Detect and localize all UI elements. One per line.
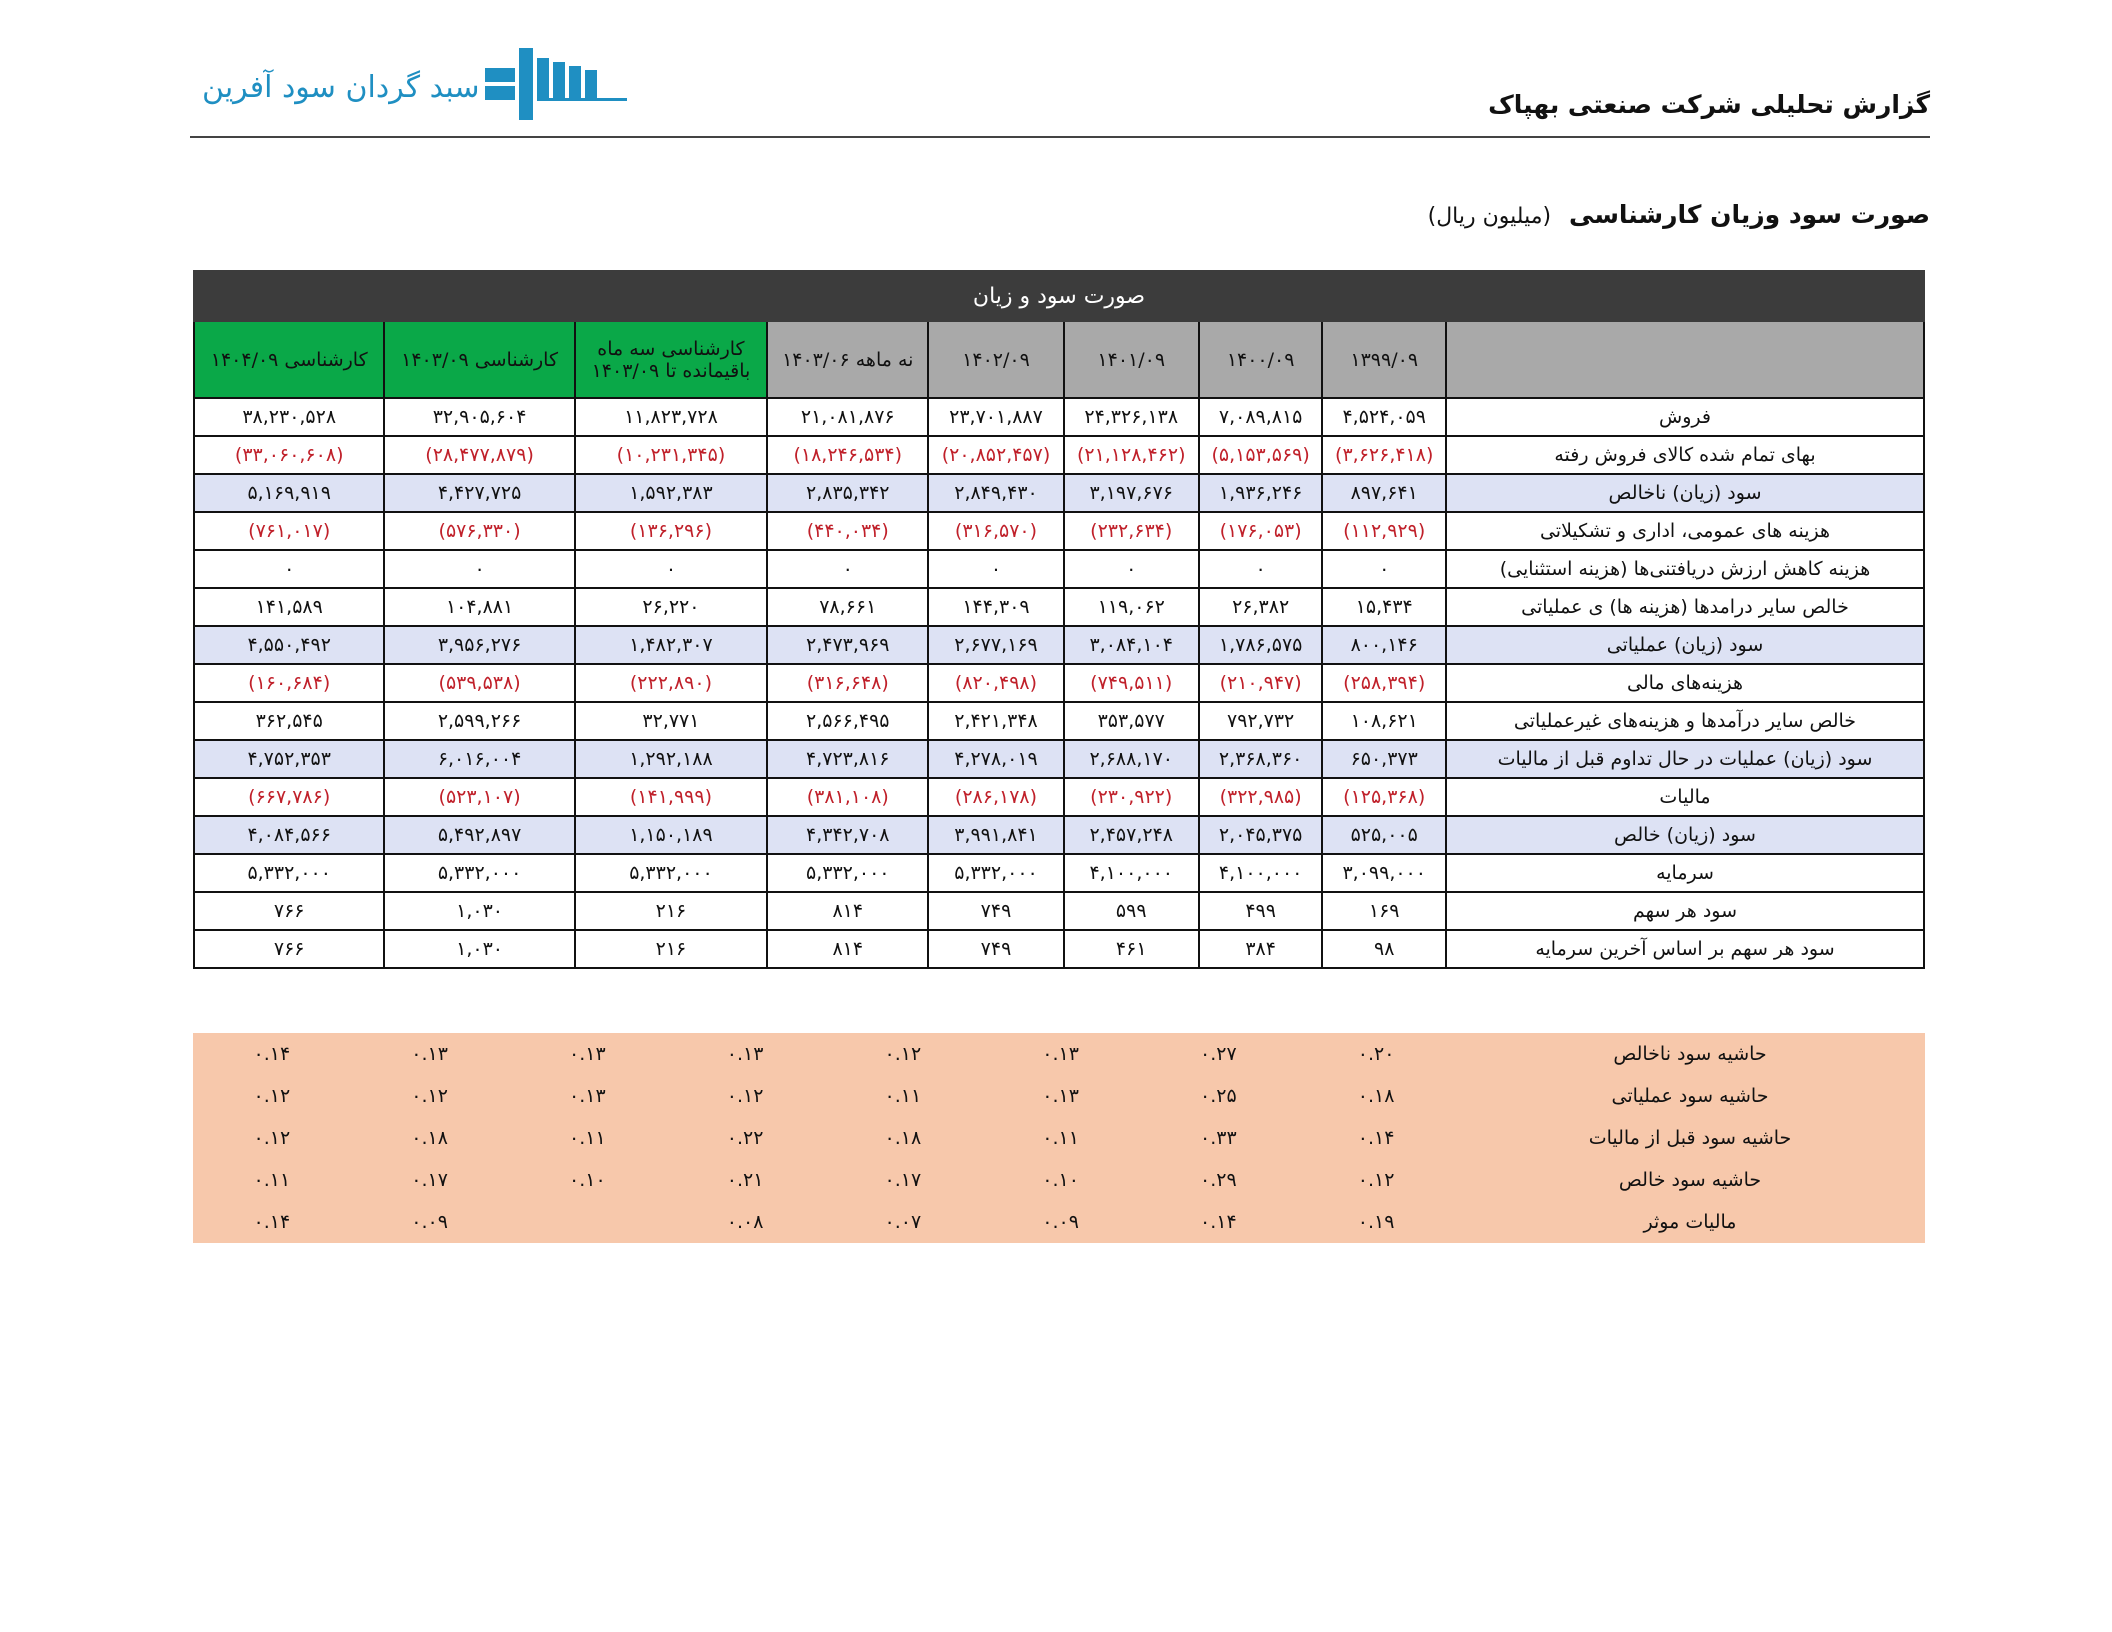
row-label: فروش <box>1446 398 1924 436</box>
table-cell: ۴۶۱ <box>1064 930 1199 968</box>
ratio-cell: ۰.۱۴ <box>193 1201 351 1243</box>
table-cell: ۳۲,۷۷۱ <box>575 702 767 740</box>
table-cell: (۱۸,۲۴۶,۵۳۴) <box>767 436 928 474</box>
table-row <box>194 892 1924 930</box>
table-cell: ۴,۴۲۷,۷۲۵ <box>384 474 574 512</box>
table-cell: ۶۵۰,۳۷۳ <box>1322 740 1446 778</box>
table-cell: ۲,۶۷۷,۱۶۹ <box>928 626 1063 664</box>
table-cell: (۲۸۶,۱۷۸) <box>928 778 1063 816</box>
row-label: سود هر سهم <box>1446 892 1924 930</box>
table-cell: ۵,۴۹۲,۸۹۷ <box>384 816 574 854</box>
column-header <box>575 321 767 398</box>
brand <box>190 44 630 124</box>
table-cell: ۰ <box>1322 550 1446 588</box>
ratio-cell: ۰.۰۷ <box>824 1201 982 1243</box>
table-cell: (۳۱۶,۶۴۸) <box>767 664 928 702</box>
column-header-label: ۱۴۰۲/۰۹ <box>962 348 1030 371</box>
table-row <box>194 512 1924 550</box>
table-cell: ۴,۷۵۲,۳۵۳ <box>194 740 384 778</box>
table-cell: ۱,۲۹۲,۱۸۸ <box>575 740 767 778</box>
table-cell: ۸۱۴ <box>767 892 928 930</box>
table-cell: ۴۹۹ <box>1199 892 1323 930</box>
row-label: خالص سایر درآمدها و هزینه‌های غیرعملیاتی <box>1446 702 1924 740</box>
row-label: بهای تمام شده کالای فروش رفته <box>1446 436 1924 474</box>
row-label: سود هر سهم بر اساس آخرین سرمایه <box>1446 930 1924 968</box>
table-cell: ۹۸ <box>1322 930 1446 968</box>
table-cell: ۵,۳۳۲,۰۰۰ <box>767 854 928 892</box>
ratio-cell: ۰.۱۲ <box>351 1075 509 1117</box>
table-cell: ۵,۳۳۲,۰۰۰ <box>575 854 767 892</box>
row-label: هزینه های عمومی، اداری و تشکیلاتی <box>1446 512 1924 550</box>
ratio-cell: ۰.۱۲ <box>824 1033 982 1075</box>
table-cell: ۱,۰۳۰ <box>384 930 574 968</box>
table-cell: (۲۲۲,۸۹۰) <box>575 664 767 702</box>
row-label: مالیات <box>1446 778 1924 816</box>
table-cell: ۰ <box>575 550 767 588</box>
table-cell: (۵,۱۵۳,۵۶۹) <box>1199 436 1323 474</box>
table-cell: (۲۱,۱۲۸,۴۶۲) <box>1064 436 1199 474</box>
table-cell: ۴,۱۰۰,۰۰۰ <box>1199 854 1323 892</box>
table-row <box>194 626 1924 664</box>
ratio-cell: ۰.۲۵ <box>1140 1075 1298 1117</box>
table-cell: ۵۲۵,۰۰۵ <box>1322 816 1446 854</box>
ratio-cell: ۰.۱۴ <box>1140 1201 1298 1243</box>
table-cell: ۱۰۸,۶۲۱ <box>1322 702 1446 740</box>
row-label: هزینه کاهش ارزش دریافتنی‌ها (هزینه استثنایی) <box>1446 550 1924 588</box>
table-cell: (۳,۶۲۶,۴۱۸) <box>1322 436 1446 474</box>
table-row <box>194 854 1924 892</box>
table-cell: ۳۶۲,۵۴۵ <box>194 702 384 740</box>
table-cell: ۴,۳۴۲,۷۰۸ <box>767 816 928 854</box>
section-title-main: صورت سود وزیان کارشناسی <box>1569 200 1930 229</box>
table-cell: ۱۰۴,۸۸۱ <box>384 588 574 626</box>
ratio-row <box>193 1075 1925 1117</box>
ratio-cell: ۰.۲۷ <box>1140 1033 1298 1075</box>
column-header-label: ۱۴۰۱/۰۹ <box>1097 348 1166 371</box>
row-label: هزینه‌های مالی <box>1446 664 1924 702</box>
table-cell: (۲۳۲,۶۳۴) <box>1064 512 1199 550</box>
table-cell: ۲۱۶ <box>575 930 767 968</box>
ratio-cell: ۰.۱۸ <box>824 1117 982 1159</box>
table-cell: (۵۷۶,۳۳۰) <box>384 512 574 550</box>
table-cell: (۲۵۸,۳۹۴) <box>1322 664 1446 702</box>
table-cell: ۰ <box>1064 550 1199 588</box>
table-cell: (۲۳۰,۹۲۲) <box>1064 778 1199 816</box>
table-row <box>194 778 1924 816</box>
income-statement-table <box>193 270 1925 969</box>
table-row <box>194 702 1924 740</box>
column-header <box>1064 321 1199 398</box>
ratio-cell: ۰.۱۰ <box>982 1159 1140 1201</box>
table-cell: (۱۳۶,۲۹۶) <box>575 512 767 550</box>
table-cell: ۴,۰۸۴,۵۶۶ <box>194 816 384 854</box>
ratios-body <box>193 1033 1925 1243</box>
column-header-label: کارشناسی سه ماه <box>597 337 745 360</box>
table-cell: ۳۸۴ <box>1199 930 1323 968</box>
table-cell: (۷۶۱,۰۱۷) <box>194 512 384 550</box>
table-cell: (۱۱۲,۹۲۹) <box>1322 512 1446 550</box>
section-title <box>1428 200 1930 229</box>
column-header-label: کارشناسی ۱۴۰۴/۰۹ <box>210 348 368 371</box>
table-cell: ۲۱۶ <box>575 892 767 930</box>
table-cell: ۳,۹۵۶,۲۷۶ <box>384 626 574 664</box>
column-header <box>194 321 384 398</box>
table-cell: (۲۰,۸۵۲,۴۵۷) <box>928 436 1063 474</box>
table-cell: ۴,۷۲۳,۸۱۶ <box>767 740 928 778</box>
table-cell: (۷۴۹,۵۱۱) <box>1064 664 1199 702</box>
column-header-label-line2: باقیمانده تا ۱۴۰۳/۰۹ <box>591 359 751 382</box>
table-cell: ۲,۴۵۷,۲۴۸ <box>1064 816 1199 854</box>
table-cell: ۳,۰۸۴,۱۰۴ <box>1064 626 1199 664</box>
ratio-cell: ۰.۱۳ <box>982 1075 1140 1117</box>
table-cell: ۵,۳۳۲,۰۰۰ <box>194 854 384 892</box>
table-cell: ۲,۶۸۸,۱۷۰ <box>1064 740 1199 778</box>
table-cell: ۳,۰۹۹,۰۰۰ <box>1322 854 1446 892</box>
table-cell: ۷۴۹ <box>928 930 1063 968</box>
table-cell: ۰ <box>928 550 1063 588</box>
ratio-cell: ۰.۳۳ <box>1140 1117 1298 1159</box>
table-row <box>194 550 1924 588</box>
ratio-cell: ۰.۱۱ <box>193 1159 351 1201</box>
ratio-label: مالیات موثر <box>1455 1201 1925 1243</box>
ratio-cell: ۰.۱۲ <box>1297 1159 1455 1201</box>
row-label: سود (زیان) عملیات در حال تداوم قبل از مالیات <box>1446 740 1924 778</box>
table-cell: (۴۴۰,۰۳۴) <box>767 512 928 550</box>
row-label: سود (زیان) ناخالص <box>1446 474 1924 512</box>
column-header-label: نه ماهه ۱۴۰۳/۰۶ <box>782 348 914 371</box>
table-cell: ۲,۳۶۸,۳۶۰ <box>1199 740 1323 778</box>
table-cell: ۰ <box>384 550 574 588</box>
table-cell: ۳۲,۹۰۵,۶۰۴ <box>384 398 574 436</box>
table-cell: ۸۰۰,۱۴۶ <box>1322 626 1446 664</box>
ratio-cell: ۰.۲۹ <box>1140 1159 1298 1201</box>
column-header <box>928 321 1063 398</box>
column-header <box>767 321 928 398</box>
table-row <box>194 930 1924 968</box>
ratio-cell: ۰.۱۴ <box>1297 1117 1455 1159</box>
ratio-cell: ۰.۱۳ <box>351 1033 509 1075</box>
table-cell: ۱,۹۳۶,۲۴۶ <box>1199 474 1323 512</box>
table-row <box>194 740 1924 778</box>
ratio-row <box>193 1117 1925 1159</box>
table-row <box>194 398 1924 436</box>
table-cell: ۵۹۹ <box>1064 892 1199 930</box>
header-label-cell <box>1446 321 1924 398</box>
table-cell: ۱۴۴,۳۰۹ <box>928 588 1063 626</box>
table-row <box>194 816 1924 854</box>
ratio-cell: ۰.۲۱ <box>666 1159 824 1201</box>
ratio-cell: ۰.۰۹ <box>351 1201 509 1243</box>
ratio-cell: ۰.۱۳ <box>982 1033 1140 1075</box>
table-cell: ۲,۸۴۹,۴۳۰ <box>928 474 1063 512</box>
income-statement-body <box>194 398 1924 968</box>
ratio-cell: ۰.۱۲ <box>666 1075 824 1117</box>
ratio-label: حاشیه سود قبل از مالیات <box>1455 1117 1925 1159</box>
table-cell: (۳۲۲,۹۸۵) <box>1199 778 1323 816</box>
table-cell: ۸۹۷,۶۴۱ <box>1322 474 1446 512</box>
table-cell: ۲,۴۷۳,۹۶۹ <box>767 626 928 664</box>
table-cell: ۳۸,۲۳۰,۵۲۸ <box>194 398 384 436</box>
table-row <box>194 474 1924 512</box>
column-header-label: ۱۳۹۹/۰۹ <box>1350 348 1419 371</box>
table-cell: ۶,۰۱۶,۰۰۴ <box>384 740 574 778</box>
table-cell: ۲,۵۶۶,۴۹۵ <box>767 702 928 740</box>
report-title: گزارش تحلیلی شرکت صنعتی بهپاک <box>1488 90 1930 119</box>
row-label: سود (زیان) خالص <box>1446 816 1924 854</box>
column-header <box>384 321 574 398</box>
table-cell: ۲۶,۳۸۲ <box>1199 588 1323 626</box>
ratio-cell: ۰.۱۷ <box>824 1159 982 1201</box>
section-title-unit: (میلیون ریال) <box>1427 204 1552 229</box>
ratio-cell: ۰.۱۳ <box>666 1033 824 1075</box>
table-cell: ۱,۴۸۲,۳۰۷ <box>575 626 767 664</box>
ratio-row <box>193 1201 1925 1243</box>
table-cell: ۲,۸۳۵,۳۴۲ <box>767 474 928 512</box>
table-cell: ۱۶۹ <box>1322 892 1446 930</box>
table-cell: ۷۹۲,۷۳۲ <box>1199 702 1323 740</box>
table-cell: (۲۸,۴۷۷,۸۷۹) <box>384 436 574 474</box>
table-cell: ۲,۵۹۹,۲۶۶ <box>384 702 574 740</box>
row-label: خالص سایر درامدها (هزینه ها) ی عملیاتی <box>1446 588 1924 626</box>
table-cell: ۴,۱۰۰,۰۰۰ <box>1064 854 1199 892</box>
table-cell: ۷۶۶ <box>194 930 384 968</box>
table-cell: (۳۱۶,۵۷۰) <box>928 512 1063 550</box>
table-cell: ۱,۰۳۰ <box>384 892 574 930</box>
table-cell: ۵,۳۳۲,۰۰۰ <box>928 854 1063 892</box>
table-cell: ۷۶۶ <box>194 892 384 930</box>
table-title: صورت سود و زیان <box>194 271 1924 321</box>
ratio-cell: ۰.۱۷ <box>351 1159 509 1201</box>
ratio-label: حاشیه سود ناخالص <box>1455 1033 1925 1075</box>
ratio-cell: ۰.۱۹ <box>1297 1201 1455 1243</box>
table-cell: ۰ <box>767 550 928 588</box>
table-cell: ۴,۵۲۴,۰۵۹ <box>1322 398 1446 436</box>
row-label: سود (زیان) عملیاتی <box>1446 626 1924 664</box>
ratio-label: حاشیه سود خالص <box>1455 1159 1925 1201</box>
table-cell: ۱۱۹,۰۶۲ <box>1064 588 1199 626</box>
ratio-cell: ۰.۱۸ <box>351 1117 509 1159</box>
table-cell: ۱,۷۸۶,۵۷۵ <box>1199 626 1323 664</box>
table-cell: ۱۴۱,۵۸۹ <box>194 588 384 626</box>
table-cell: (۱۴۱,۹۹۹) <box>575 778 767 816</box>
ratio-cell: ۰.۱۱ <box>509 1117 667 1159</box>
ratio-cell: ۰.۱۲ <box>193 1117 351 1159</box>
table-row <box>194 664 1924 702</box>
table-cell: ۰ <box>1199 550 1323 588</box>
table-cell: ۴,۵۵۰,۴۹۲ <box>194 626 384 664</box>
table-cell: (۱۶۰,۶۸۴) <box>194 664 384 702</box>
table-cell: ۱,۵۹۲,۳۸۳ <box>575 474 767 512</box>
table-cell: ۷۴۹ <box>928 892 1063 930</box>
row-label: سرمایه <box>1446 854 1924 892</box>
ratio-cell: ۰.۱۲ <box>193 1075 351 1117</box>
table-cell: ۱۱,۸۲۳,۷۲۸ <box>575 398 767 436</box>
table-cell: ۱,۱۵۰,۱۸۹ <box>575 816 767 854</box>
table-cell: ۵,۳۳۲,۰۰۰ <box>384 854 574 892</box>
ratio-cell: ۰.۰۸ <box>666 1201 824 1243</box>
table-cell: ۴,۲۷۸,۰۱۹ <box>928 740 1063 778</box>
table-cell: ۲۶,۲۲۰ <box>575 588 767 626</box>
brand-name: سبد گردان سود آفرین <box>202 70 480 105</box>
table-cell: ۸۱۴ <box>767 930 928 968</box>
table-cell: ۲,۴۲۱,۳۴۸ <box>928 702 1063 740</box>
column-header <box>1322 321 1446 398</box>
table-cell: (۳۸۱,۱۰۸) <box>767 778 928 816</box>
table-cell: (۲۱۰,۹۴۷) <box>1199 664 1323 702</box>
table-cell: (۶۶۷,۷۸۶) <box>194 778 384 816</box>
ratio-label: حاشیه سود عملیاتی <box>1455 1075 1925 1117</box>
ratio-cell: ۰.۰۹ <box>982 1201 1140 1243</box>
column-header-label: کارشناسی ۱۴۰۳/۰۹ <box>401 348 559 371</box>
table-cell: (۳۳,۰۶۰,۶۰۸) <box>194 436 384 474</box>
table-cell: ۳,۹۹۱,۸۴۱ <box>928 816 1063 854</box>
table-cell: ۳,۱۹۷,۶۷۶ <box>1064 474 1199 512</box>
ratio-cell: ۰.۱۳ <box>509 1033 667 1075</box>
table-row <box>194 436 1924 474</box>
ratio-cell: ۰.۱۱ <box>824 1075 982 1117</box>
ratio-cell: ۰.۲۲ <box>666 1117 824 1159</box>
table-cell: (۱۷۶,۰۵۳) <box>1199 512 1323 550</box>
building-columns-logo <box>485 48 630 120</box>
page-header <box>190 40 1930 138</box>
table-cell: (۱۰,۲۳۱,۳۴۵) <box>575 436 767 474</box>
table-cell: ۰ <box>194 550 384 588</box>
table-cell: ۲,۰۴۵,۳۷۵ <box>1199 816 1323 854</box>
table-cell: ۲۱,۰۸۱,۸۷۶ <box>767 398 928 436</box>
ratio-cell: ۰.۱۸ <box>1297 1075 1455 1117</box>
ratio-cell: ۰.۱۱ <box>982 1117 1140 1159</box>
table-cell: ۳۵۳,۵۷۷ <box>1064 702 1199 740</box>
column-header <box>1199 321 1323 398</box>
column-header-label: ۱۴۰۰/۰۹ <box>1226 348 1295 371</box>
table-cell: ۲۴,۳۲۶,۱۳۸ <box>1064 398 1199 436</box>
table-cell: ۷,۰۸۹,۸۱۵ <box>1199 398 1323 436</box>
ratio-cell: ۰.۱۰ <box>509 1159 667 1201</box>
ratio-cell: ۰.۱۴ <box>193 1033 351 1075</box>
ratio-row <box>193 1033 1925 1075</box>
table-cell: ۲۳,۷۰۱,۸۸۷ <box>928 398 1063 436</box>
ratio-cell <box>509 1201 667 1243</box>
ratio-row <box>193 1159 1925 1201</box>
table-cell: (۵۲۳,۱۰۷) <box>384 778 574 816</box>
table-cell: (۵۳۹,۵۳۸) <box>384 664 574 702</box>
table-cell: (۸۲۰,۴۹۸) <box>928 664 1063 702</box>
ratio-cell: ۰.۱۳ <box>509 1075 667 1117</box>
table-cell: ۷۸,۶۶۱ <box>767 588 928 626</box>
ratio-cell: ۰.۲۰ <box>1297 1033 1455 1075</box>
table-cell: ۵,۱۶۹,۹۱۹ <box>194 474 384 512</box>
table-row <box>194 588 1924 626</box>
ratios-table <box>193 1033 1925 1243</box>
table-header-row <box>194 321 1924 398</box>
table-cell: (۱۲۵,۳۶۸) <box>1322 778 1446 816</box>
table-cell: ۱۵,۴۳۴ <box>1322 588 1446 626</box>
